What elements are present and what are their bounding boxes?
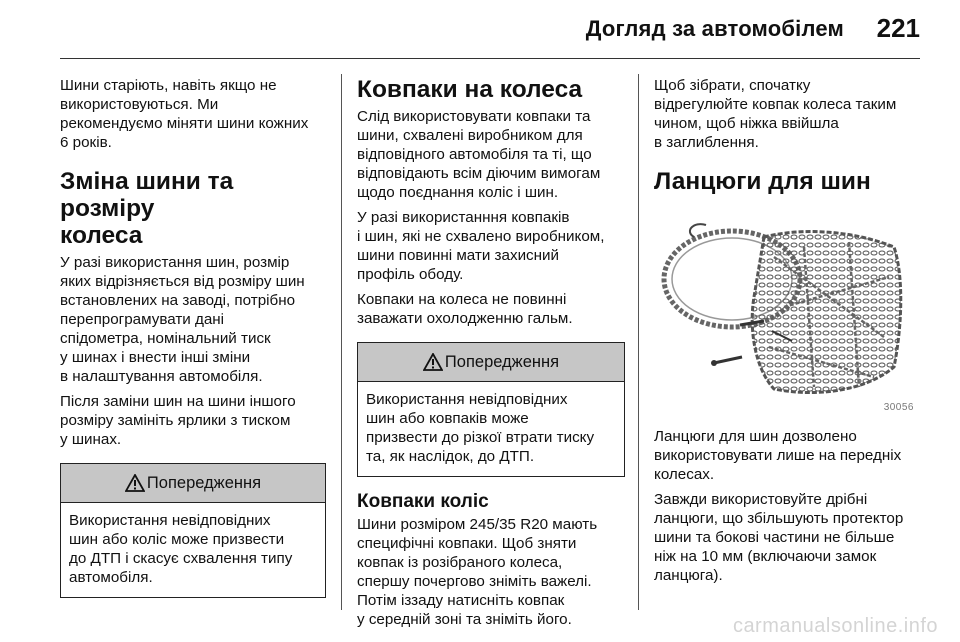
warning-box bbox=[60, 463, 326, 598]
paragraph: Ковпаки на колеса не повинні заважати охолодженню гальм. bbox=[357, 291, 573, 327]
warning-text: Використання невідповідних шин або ковпаків може призвести до різкої втрати тиску та, як наслідок, до ДТП. bbox=[366, 391, 595, 465]
watermark: carmanualsonline.info bbox=[732, 615, 938, 637]
paragraph: У разі використанння ковпаків і шин, які не схвалено виробником, шини повинні мати захисний профіль ободу. bbox=[357, 209, 605, 283]
paragraph: Після заміни шин на шини іншого розміру замініть ярлики з тиском у шинах. bbox=[60, 393, 296, 448]
section-heading-tire-change: Зміна шини та розміру колеса bbox=[60, 168, 234, 249]
warning-title: Попередження bbox=[146, 473, 262, 492]
paragraph: Ланцюги для шин дозволено використовувати лише на передніх колесах. bbox=[654, 428, 902, 483]
page-header bbox=[60, 0, 920, 59]
page-number: 221 bbox=[876, 13, 920, 43]
section-heading-wheel-covers: Ковпаки на колеса bbox=[357, 76, 583, 103]
warning-header bbox=[358, 343, 624, 382]
warning-icon bbox=[423, 353, 443, 371]
figure-number: 30056 bbox=[883, 402, 914, 413]
paragraph: Щоб зібрати, спочатку відрегулюйте ковпак колеса таким чином, щоб ніжка ввійшла в заглиблення. bbox=[654, 77, 897, 151]
warning-title: Попередження bbox=[444, 352, 560, 371]
paragraph: Слід використовувати ковпаки та шини, схвалені виробником для відповідного автомобіля та ті, що відповідають всім діючим вимогам щодо поєднання коліс і шин. bbox=[357, 108, 601, 201]
snow-chain-icon bbox=[654, 217, 918, 417]
header-title: Догляд за автомобілем bbox=[585, 16, 844, 41]
warning-header bbox=[61, 464, 325, 503]
column-2 bbox=[357, 76, 625, 635]
subsection-heading-hub-caps: Ковпаки коліс bbox=[357, 491, 489, 512]
warning-box bbox=[357, 342, 625, 477]
column-1 bbox=[60, 76, 326, 598]
paragraph: У разі використання шин, розмір яких відрізняється від розміру шин встановлених на заводі, потрібно перепрограмувати дані спідометра, номінальний тиск у шинах і внести інші зміни в налаштування автомобіля. bbox=[60, 254, 305, 385]
column-3 bbox=[654, 76, 924, 591]
warning-text: Використання невідповідних шин або коліс може призвести до ДТП і скасує схвалення типу автомобіля. bbox=[69, 512, 293, 586]
snow-chains-illustration bbox=[654, 217, 918, 417]
column-divider bbox=[341, 74, 342, 610]
column-divider bbox=[638, 74, 639, 610]
warning-icon bbox=[125, 474, 145, 492]
paragraph: Шини розміром 245/35 R20 мають специфічні ковпаки. Щоб зняти ковпак із розібраного колеса, спершу почергово зніміть важелі. Потім іззаду натисніть ковпак у середній зоні та зніміть його. bbox=[357, 516, 598, 628]
paragraph: Завжди використовуйте дрібні ланцюги, що збільшують протектор шини та бокові частини не більше ніж на 10 мм (включаючи замок ланцюга). bbox=[654, 491, 904, 584]
intro-paragraph: Шини старіють, навіть якщо не використовуються. Ми рекомендуємо міняти шини кожних 6 років. bbox=[60, 77, 309, 151]
section-heading-snow-chains: Ланцюги для шин bbox=[654, 168, 871, 195]
